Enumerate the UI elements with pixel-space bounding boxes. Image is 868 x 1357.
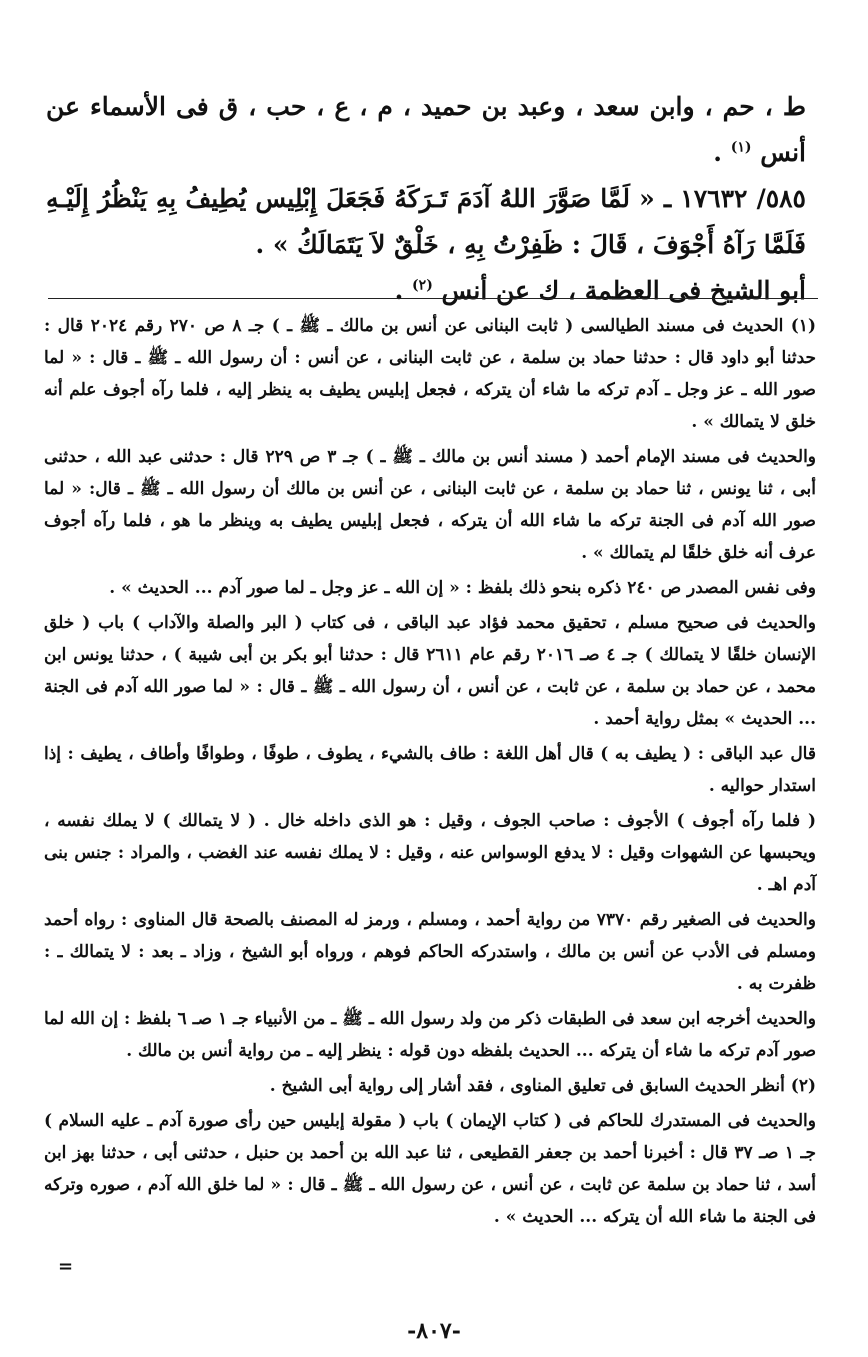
main-text — [46, 84, 806, 314]
footnote-paragraph: والحديث فى صحيح مسلم ، تحقيق محمد فؤاد عبد الباقى ، فى كتاب ( البر والصلة والآداب ) باب ( خلق الإنسان خلقًا لا يتمالك ) جـ ٤ صـ ٢٠١٦ رقم عام ٢٦١١ قال : حدثنا أبو بكر بن أبى شيبة ) ، حدثنا يونس ابن محمد ، عن حماد بن سلمة ، عن ثابت ، عن أنس ، أن رسول الله ـ ﷺ ـ قال : « لما صور الله آدم فى الجنة ... الحديث » بمثل رواية أحمد . — [44, 613, 816, 729]
footnote-paragraph: (٢) أنظر الحديث السابق فى تعليق المناوى ، فقد أشار إلى رواية أبى الشيخ . — [269, 1076, 816, 1096]
source-text-2: أبو الشيخ فى العظمة ، ك عن أنس — [441, 276, 806, 305]
source-line: ط ، حم ، وابن سعد ، وعبد بن حميد ، م ، ع ، حب ، ق فى الأسماء عن أنس $^{(١)}$ . — [46, 92, 806, 167]
footnote-ref-1[interactable]: (١) — [730, 139, 752, 156]
footnote-paragraph: (١) الحديث فى مسند الطيالسى ( ثابت البنانى عن أنس بن مالك ـ ﷺ ـ ) جـ ٨ ص ٢٧٠ رقم ٢٠٢٤ قال : حدثنا أبو داود قال : حدثنا حماد بن سلمة ، عن ثابت البنانى ، عن أنس : أن رسول الله ـ ﷺ ـ قال : « لما صور الله ـ عز وجل ـ آدم تركه ما شاء أن يتركه ، فجعل إبليس يطيف به ينظر إليه ، فلما رآه أجوف علم أنه خلق لا يتمالك » . — [44, 316, 816, 432]
footnote-ref-2[interactable]: (٢) — [412, 277, 433, 294]
continuation-mark: = — [58, 1256, 74, 1277]
footnote-paragraph: وفى نفس المصدر ص ٢٤٠ ذكره بنحو ذلك بلفظ : « إن الله ـ عز وجل ـ لما صور آدم ... الحديث » . — [109, 578, 816, 598]
page-number: -٨٠٧- — [407, 1318, 461, 1344]
footnote-paragraph: قال عبد الباقى : ( يطيف به ) قال أهل اللغة : طاف بالشيء ، يطوف ، طوفًا ، وطوافًا وأطاف ، يطيف : إذا استدار حواليه . — [44, 744, 816, 796]
footnote-paragraph: والحديث أخرجه ابن سعد فى الطبقات ذكر من ولد رسول الله ـ ﷺ ـ من الأنبياء جـ ١ صـ ٦ بلفظ : إن الله لما صور آدم تركه ما شاء أن يتركه ... الحديث بلفظه دون قوله : ينظر إليه ـ من رواية أنس بن مالك . — [44, 1009, 816, 1061]
footnote-paragraph: والحديث فى المستدرك للحاكم فى ( كتاب الإيمان ) باب ( مقولة إبليس حين رأى صورة آدم ـ عليه السلام ) جـ ١ صـ ٣٧ قال : أخبرنا أحمد بن جعفر القطيعى ، ثنا عبد الله بن أحمد بن حنبل ، حدثنى أبى ، حدثنا بهز ابن أسد ، ثنا حماد بن سلمة عن ثابت ، عن أنس ، عن رسول الله ـ ﷺ ـ قال : « لما خلق الله آدم ، صوره وتركه فى الجنة ما شاء الله أن يتركه ... الحديث » . — [44, 1111, 816, 1227]
source-text: ط ، حم ، وابن سعد ، وعبد بن حميد ، م ، ع ، حب ، ق فى الأسماء عن أنس — [46, 92, 806, 167]
footnote-divider — [48, 298, 818, 299]
footnotes — [44, 310, 816, 1236]
footnote-paragraph: ( فلما رآه أجوف ) الأجوف : صاحب الجوف ، وقيل : هو الذى داخله خال . ( لا يتمالك ) لا يملك نفسه ، ويحبسها عن الشهوات وقيل : لا يدفع الوسواس عنه ، وقيل : لا يملك نفسه عند الغضب ، والمراد : جنس بنى آدم اهـ . — [44, 811, 816, 895]
hadith-text: ٥٨٥/ ١٧٦٣٢ ـ « لَمَّا صَوَّرَ اللهُ آدَمَ تَـرَكَهُ فَجَعَلَ إِبْلِيس يُطِيفُ بِهِ يَنْظُرُ إِلَيْـهِ فَلَمَّا رَآهُ أَجْوَفَ ، قَالَ : ظَفِرْتُ بِهِ ، خَلْقٌ لاَ يَتَمَالَكُ » . — [46, 184, 806, 259]
footnote-paragraph: والحديث فى الصغير رقم ٧٣٧٠ من رواية أحمد ، ومسلم ، ورمز له المصنف بالصحة قال المناوى : رواه أحمد ومسلم فى الأدب عن أنس بن مالك ، واستدركه الحاكم فوهم ، ورواه أبو الشيخ ، وزاد ـ بعد : لا يتمالك ـ : ظفرت به . — [44, 910, 816, 994]
source-line-2: أبو الشيخ فى العظمة ، ك عن أنس $^{(٢)}$ . — [394, 276, 806, 305]
footnote-paragraph: والحديث فى مسند الإمام أحمد ( مسند أنس بن مالك ـ ﷺ ـ ) جـ ٣ ص ٢٢٩ قال : حدثنى عبد الله ، حدثنى أبى ، ثنا يونس ، ثنا حماد بن سلمة ، عن ثابت البنانى ، عن أنس بن مالك أن رسول الله ـ ﷺ ـ قال: « لما صور الله آدم فى الجنة تركه ما شاء الله أن يتركه ، فجعل إبليس يطيف به وينظر ما هو ، فلما رآه أجوف عرف أنه خلق خلقًا لم يتمالك » . — [44, 447, 816, 563]
